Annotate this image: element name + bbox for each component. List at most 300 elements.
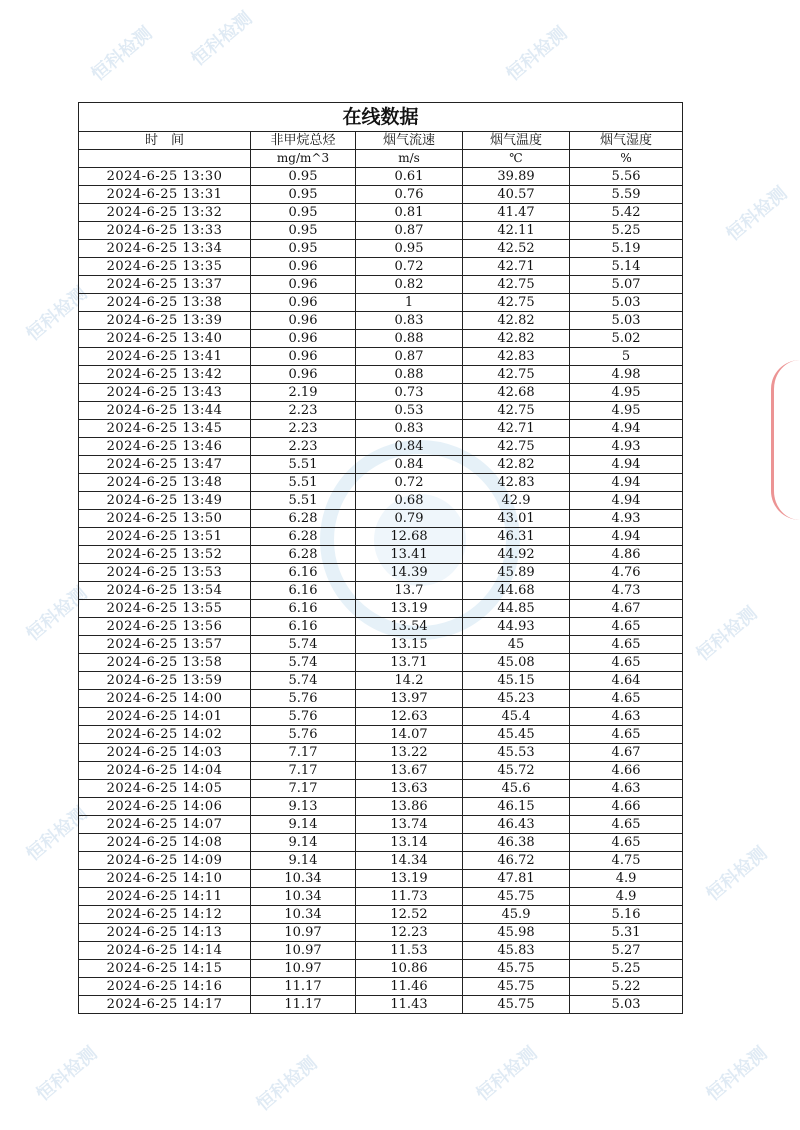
cell-nmhc: 9.13: [251, 798, 356, 816]
cell-time: 2024-6-25 14:16: [79, 978, 251, 996]
cell-time: 2024-6-25 13:43: [79, 384, 251, 402]
cell-time: 2024-6-25 13:39: [79, 312, 251, 330]
cell-humidity: 4.93: [570, 510, 683, 528]
cell-time: 2024-6-25 14:06: [79, 798, 251, 816]
table-row: [79, 438, 683, 456]
cell-temp: 46.72: [463, 852, 570, 870]
cell-temp: 44.92: [463, 546, 570, 564]
cell-nmhc: 7.17: [251, 762, 356, 780]
table-row: [79, 996, 683, 1014]
unit-nmhc: mg/m^3: [251, 150, 356, 168]
table-row: [79, 978, 683, 996]
cell-temp: 41.47: [463, 204, 570, 222]
table-row: [79, 330, 683, 348]
cell-humidity: 5.03: [570, 312, 683, 330]
cell-nmhc: 5.74: [251, 654, 356, 672]
cell-temp: 45.15: [463, 672, 570, 690]
cell-nmhc: 6.28: [251, 528, 356, 546]
table-row: [79, 366, 683, 384]
cell-nmhc: 5.76: [251, 726, 356, 744]
cell-temp: 44.85: [463, 600, 570, 618]
watermark-text: 恒科检测: [702, 842, 772, 906]
cell-temp: 45.83: [463, 942, 570, 960]
cell-time: 2024-6-25 14:14: [79, 942, 251, 960]
cell-temp: 45.75: [463, 996, 570, 1014]
table-title-row: [79, 103, 683, 132]
cell-nmhc: 5.51: [251, 492, 356, 510]
cell-nmhc: 11.17: [251, 978, 356, 996]
cell-nmhc: 6.16: [251, 600, 356, 618]
cell-humidity: 5.42: [570, 204, 683, 222]
cell-flow: 13.15: [356, 636, 463, 654]
cell-humidity: 4.93: [570, 438, 683, 456]
cell-time: 2024-6-25 14:09: [79, 852, 251, 870]
cell-humidity: 5.27: [570, 942, 683, 960]
cell-nmhc: 9.14: [251, 852, 356, 870]
cell-flow: 1: [356, 294, 463, 312]
cell-temp: 45: [463, 636, 570, 654]
cell-humidity: 4.94: [570, 420, 683, 438]
cell-flow: 14.34: [356, 852, 463, 870]
cell-humidity: 5.31: [570, 924, 683, 942]
cell-flow: 13.54: [356, 618, 463, 636]
table-row: [79, 654, 683, 672]
table-row: [79, 906, 683, 924]
cell-nmhc: 5.74: [251, 636, 356, 654]
cell-nmhc: 10.34: [251, 870, 356, 888]
cell-time: 2024-6-25 13:51: [79, 528, 251, 546]
cell-temp: 45.72: [463, 762, 570, 780]
cell-flow: 0.82: [356, 276, 463, 294]
table-row: [79, 492, 683, 510]
cell-temp: 45.08: [463, 654, 570, 672]
cell-nmhc: 0.95: [251, 240, 356, 258]
cell-flow: 14.2: [356, 672, 463, 690]
cell-humidity: 4.65: [570, 636, 683, 654]
cell-temp: 45.98: [463, 924, 570, 942]
table-row: [79, 456, 683, 474]
cell-humidity: 4.66: [570, 798, 683, 816]
cell-time: 2024-6-25 13:31: [79, 186, 251, 204]
cell-time: 2024-6-25 14:03: [79, 744, 251, 762]
cell-flow: 13.7: [356, 582, 463, 600]
cell-humidity: 5.03: [570, 294, 683, 312]
cell-time: 2024-6-25 13:50: [79, 510, 251, 528]
cell-time: 2024-6-25 13:59: [79, 672, 251, 690]
cell-humidity: 4.63: [570, 780, 683, 798]
cell-flow: 11.73: [356, 888, 463, 906]
cell-flow: 13.14: [356, 834, 463, 852]
cell-nmhc: 0.96: [251, 312, 356, 330]
cell-time: 2024-6-25 14:07: [79, 816, 251, 834]
cell-temp: 45.45: [463, 726, 570, 744]
cell-temp: 42.82: [463, 456, 570, 474]
cell-nmhc: 6.28: [251, 546, 356, 564]
cell-nmhc: 2.23: [251, 438, 356, 456]
cell-flow: 0.88: [356, 366, 463, 384]
cell-humidity: 4.67: [570, 744, 683, 762]
cell-temp: 42.11: [463, 222, 570, 240]
cell-temp: 45.75: [463, 978, 570, 996]
cell-time: 2024-6-25 13:32: [79, 204, 251, 222]
cell-nmhc: 9.14: [251, 834, 356, 852]
cell-nmhc: 2.23: [251, 402, 356, 420]
cell-nmhc: 10.97: [251, 924, 356, 942]
cell-temp: 44.68: [463, 582, 570, 600]
table-row: [79, 564, 683, 582]
cell-flow: 0.68: [356, 492, 463, 510]
cell-humidity: 4.75: [570, 852, 683, 870]
cell-flow: 0.79: [356, 510, 463, 528]
cell-time: 2024-6-25 13:47: [79, 456, 251, 474]
cell-flow: 0.53: [356, 402, 463, 420]
cell-nmhc: 11.17: [251, 996, 356, 1014]
cell-flow: 0.87: [356, 348, 463, 366]
cell-temp: 44.93: [463, 618, 570, 636]
cell-nmhc: 0.95: [251, 204, 356, 222]
table-row: [79, 816, 683, 834]
cell-humidity: 4.94: [570, 474, 683, 492]
table-row: [79, 294, 683, 312]
table-row: [79, 744, 683, 762]
cell-temp: 39.89: [463, 168, 570, 186]
table-row: [79, 384, 683, 402]
cell-humidity: 4.63: [570, 708, 683, 726]
unit-time: [79, 150, 251, 168]
cell-nmhc: 0.95: [251, 186, 356, 204]
cell-flow: 13.22: [356, 744, 463, 762]
cell-time: 2024-6-25 13:45: [79, 420, 251, 438]
cell-temp: 43.01: [463, 510, 570, 528]
cell-flow: 13.74: [356, 816, 463, 834]
watermark-text: 恒科检测: [22, 582, 92, 646]
cell-time: 2024-6-25 13:58: [79, 654, 251, 672]
cell-flow: 14.39: [356, 564, 463, 582]
table-row: [79, 690, 683, 708]
cell-temp: 46.15: [463, 798, 570, 816]
cell-time: 2024-6-25 14:02: [79, 726, 251, 744]
table-row: [79, 672, 683, 690]
table-body: [79, 168, 683, 1014]
cell-nmhc: 7.17: [251, 780, 356, 798]
cell-time: 2024-6-25 13:56: [79, 618, 251, 636]
table-title: 在线数据: [79, 103, 683, 132]
cell-time: 2024-6-25 14:05: [79, 780, 251, 798]
cell-nmhc: 5.74: [251, 672, 356, 690]
cell-time: 2024-6-25 13:52: [79, 546, 251, 564]
cell-time: 2024-6-25 13:40: [79, 330, 251, 348]
table-row: [79, 582, 683, 600]
cell-flow: 0.95: [356, 240, 463, 258]
header-flow: 烟气流速: [356, 132, 463, 150]
cell-flow: 12.52: [356, 906, 463, 924]
cell-temp: 42.75: [463, 438, 570, 456]
cell-nmhc: 6.28: [251, 510, 356, 528]
table-row: [79, 546, 683, 564]
cell-temp: 45.75: [463, 960, 570, 978]
cell-flow: 10.86: [356, 960, 463, 978]
cell-time: 2024-6-25 13:54: [79, 582, 251, 600]
cell-humidity: 4.95: [570, 402, 683, 420]
cell-temp: 42.75: [463, 294, 570, 312]
cell-temp: 45.23: [463, 690, 570, 708]
cell-nmhc: 10.34: [251, 906, 356, 924]
cell-humidity: 5.25: [570, 960, 683, 978]
cell-temp: 46.43: [463, 816, 570, 834]
cell-flow: 13.97: [356, 690, 463, 708]
cell-time: 2024-6-25 14:10: [79, 870, 251, 888]
cell-flow: 13.71: [356, 654, 463, 672]
cell-humidity: 5: [570, 348, 683, 366]
cell-humidity: 4.9: [570, 888, 683, 906]
cell-flow: 12.23: [356, 924, 463, 942]
cell-temp: 42.9: [463, 492, 570, 510]
watermark-text: 恒科检测: [722, 182, 792, 246]
cell-nmhc: 9.14: [251, 816, 356, 834]
table-row: [79, 258, 683, 276]
cell-humidity: 4.86: [570, 546, 683, 564]
cell-flow: 0.88: [356, 330, 463, 348]
cell-flow: 13.41: [356, 546, 463, 564]
unit-row: [79, 150, 683, 168]
table-row: [79, 528, 683, 546]
table-row: [79, 474, 683, 492]
cell-time: 2024-6-25 14:08: [79, 834, 251, 852]
cell-flow: 0.84: [356, 456, 463, 474]
table-row: [79, 204, 683, 222]
watermark-text: 恒科检测: [22, 802, 92, 866]
cell-humidity: 4.94: [570, 528, 683, 546]
table-row: [79, 222, 683, 240]
cell-temp: 42.71: [463, 420, 570, 438]
cell-nmhc: 0.96: [251, 294, 356, 312]
cell-flow: 0.61: [356, 168, 463, 186]
cell-time: 2024-6-25 14:13: [79, 924, 251, 942]
cell-nmhc: 5.51: [251, 456, 356, 474]
cell-flow: 14.07: [356, 726, 463, 744]
cell-nmhc: 0.96: [251, 366, 356, 384]
table-row: [79, 888, 683, 906]
table-row: [79, 852, 683, 870]
table-row: [79, 186, 683, 204]
cell-nmhc: 7.17: [251, 744, 356, 762]
header-row: [79, 132, 683, 150]
cell-temp: 42.75: [463, 276, 570, 294]
cell-nmhc: 2.19: [251, 384, 356, 402]
cell-humidity: 4.94: [570, 492, 683, 510]
cell-time: 2024-6-25 13:30: [79, 168, 251, 186]
cell-time: 2024-6-25 13:48: [79, 474, 251, 492]
cell-temp: 47.81: [463, 870, 570, 888]
cell-humidity: 5.02: [570, 330, 683, 348]
cell-time: 2024-6-25 13:57: [79, 636, 251, 654]
cell-flow: 12.63: [356, 708, 463, 726]
cell-temp: 42.75: [463, 402, 570, 420]
cell-temp: 45.4: [463, 708, 570, 726]
cell-time: 2024-6-25 13:42: [79, 366, 251, 384]
watermark-text: 恒科检测: [87, 22, 157, 86]
cell-flow: 0.72: [356, 474, 463, 492]
cell-time: 2024-6-25 13:53: [79, 564, 251, 582]
cell-flow: 13.19: [356, 600, 463, 618]
table-row: [79, 312, 683, 330]
header-time: 时 间: [79, 132, 251, 150]
table-row: [79, 402, 683, 420]
cell-nmhc: 5.76: [251, 708, 356, 726]
cell-time: 2024-6-25 14:11: [79, 888, 251, 906]
cell-temp: 45.9: [463, 906, 570, 924]
cell-time: 2024-6-25 14:17: [79, 996, 251, 1014]
watermark-text: 恒科检测: [22, 282, 92, 346]
table-row: [79, 168, 683, 186]
unit-temp: ℃: [463, 150, 570, 168]
seal-stamp-edge: [771, 360, 800, 520]
table-row: [79, 636, 683, 654]
header-nmhc: 非甲烷总烃: [251, 132, 356, 150]
cell-time: 2024-6-25 13:49: [79, 492, 251, 510]
cell-flow: 0.76: [356, 186, 463, 204]
cell-flow: 0.87: [356, 222, 463, 240]
cell-humidity: 4.65: [570, 618, 683, 636]
cell-temp: 42.68: [463, 384, 570, 402]
table-row: [79, 276, 683, 294]
cell-temp: 42.71: [463, 258, 570, 276]
table-row: [79, 780, 683, 798]
watermark-text: 恒科检测: [692, 602, 762, 666]
cell-humidity: 4.66: [570, 762, 683, 780]
cell-temp: 45.6: [463, 780, 570, 798]
cell-humidity: 4.65: [570, 690, 683, 708]
cell-time: 2024-6-25 13:35: [79, 258, 251, 276]
cell-flow: 0.81: [356, 204, 463, 222]
cell-time: 2024-6-25 14:12: [79, 906, 251, 924]
table-row: [79, 510, 683, 528]
cell-temp: 40.57: [463, 186, 570, 204]
cell-temp: 42.75: [463, 366, 570, 384]
cell-temp: 42.82: [463, 312, 570, 330]
cell-nmhc: 5.76: [251, 690, 356, 708]
cell-temp: 45.53: [463, 744, 570, 762]
cell-nmhc: 6.16: [251, 618, 356, 636]
cell-humidity: 4.65: [570, 726, 683, 744]
cell-nmhc: 0.96: [251, 330, 356, 348]
cell-humidity: 5.14: [570, 258, 683, 276]
cell-humidity: 5.03: [570, 996, 683, 1014]
cell-humidity: 4.65: [570, 816, 683, 834]
cell-nmhc: 6.16: [251, 564, 356, 582]
cell-humidity: 5.59: [570, 186, 683, 204]
cell-flow: 0.83: [356, 312, 463, 330]
cell-time: 2024-6-25 13:33: [79, 222, 251, 240]
cell-time: 2024-6-25 13:37: [79, 276, 251, 294]
table-row: [79, 960, 683, 978]
cell-temp: 42.83: [463, 348, 570, 366]
cell-humidity: 5.16: [570, 906, 683, 924]
watermark-text: 恒科检测: [187, 7, 257, 71]
table-row: [79, 240, 683, 258]
cell-humidity: 4.9: [570, 870, 683, 888]
cell-humidity: 5.56: [570, 168, 683, 186]
unit-humidity: %: [570, 150, 683, 168]
cell-humidity: 5.07: [570, 276, 683, 294]
watermark-text: 恒科检测: [502, 22, 572, 86]
cell-nmhc: 6.16: [251, 582, 356, 600]
cell-time: 2024-6-25 13:41: [79, 348, 251, 366]
cell-humidity: 5.25: [570, 222, 683, 240]
cell-temp: 46.38: [463, 834, 570, 852]
cell-time: 2024-6-25 13:55: [79, 600, 251, 618]
cell-temp: 45.89: [463, 564, 570, 582]
cell-nmhc: 2.23: [251, 420, 356, 438]
table-row: [79, 708, 683, 726]
cell-humidity: 4.65: [570, 654, 683, 672]
table-row: [79, 348, 683, 366]
cell-flow: 13.67: [356, 762, 463, 780]
cell-humidity: 5.19: [570, 240, 683, 258]
cell-humidity: 4.64: [570, 672, 683, 690]
table-row: [79, 420, 683, 438]
cell-humidity: 5.22: [570, 978, 683, 996]
cell-humidity: 4.98: [570, 366, 683, 384]
table-row: [79, 798, 683, 816]
cell-nmhc: 0.96: [251, 276, 356, 294]
cell-nmhc: 0.95: [251, 168, 356, 186]
watermark-text: 恒科检测: [32, 1042, 102, 1106]
cell-flow: 13.63: [356, 780, 463, 798]
table-row: [79, 924, 683, 942]
table-row: [79, 762, 683, 780]
cell-flow: 11.43: [356, 996, 463, 1014]
cell-flow: 0.83: [356, 420, 463, 438]
unit-flow: m/s: [356, 150, 463, 168]
cell-nmhc: 0.95: [251, 222, 356, 240]
cell-nmhc: 5.51: [251, 474, 356, 492]
cell-time: 2024-6-25 13:46: [79, 438, 251, 456]
table-row: [79, 942, 683, 960]
cell-time: 2024-6-25 13:34: [79, 240, 251, 258]
cell-flow: 12.68: [356, 528, 463, 546]
cell-humidity: 4.67: [570, 600, 683, 618]
cell-flow: 13.86: [356, 798, 463, 816]
cell-flow: 13.19: [356, 870, 463, 888]
table-row: [79, 870, 683, 888]
watermark-text: 恒科检测: [702, 1042, 772, 1106]
cell-temp: 42.52: [463, 240, 570, 258]
cell-temp: 45.75: [463, 888, 570, 906]
table-row: [79, 600, 683, 618]
online-data-table: [78, 102, 683, 1014]
table-row: [79, 834, 683, 852]
table-row: [79, 726, 683, 744]
cell-nmhc: 10.34: [251, 888, 356, 906]
cell-time: 2024-6-25 14:01: [79, 708, 251, 726]
cell-nmhc: 0.96: [251, 348, 356, 366]
cell-humidity: 4.95: [570, 384, 683, 402]
cell-humidity: 4.76: [570, 564, 683, 582]
watermark-text: 恒科检测: [472, 1042, 542, 1106]
cell-flow: 0.84: [356, 438, 463, 456]
cell-nmhc: 10.97: [251, 942, 356, 960]
cell-time: 2024-6-25 14:04: [79, 762, 251, 780]
cell-temp: 42.83: [463, 474, 570, 492]
watermark-text: 恒科检测: [252, 1052, 322, 1116]
cell-nmhc: 0.96: [251, 258, 356, 276]
cell-temp: 46.31: [463, 528, 570, 546]
cell-flow: 0.72: [356, 258, 463, 276]
cell-time: 2024-6-25 13:38: [79, 294, 251, 312]
cell-nmhc: 10.97: [251, 960, 356, 978]
cell-humidity: 4.94: [570, 456, 683, 474]
